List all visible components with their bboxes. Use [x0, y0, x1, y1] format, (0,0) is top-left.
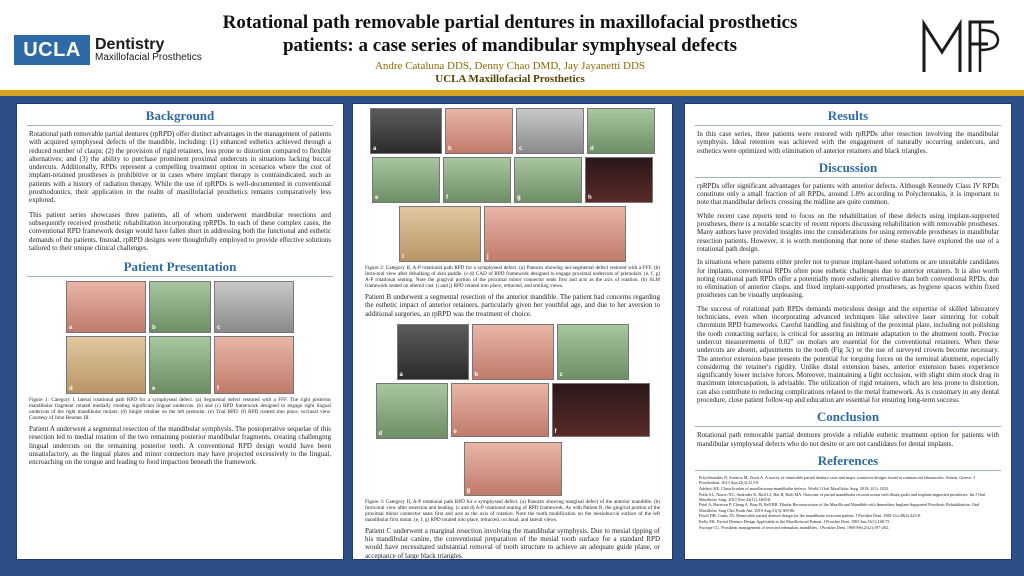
results-text: In this case series, three patients were restored with rpRPDs after resection involving the mandibular symphysis. Ideal retention was achieved with the engagement of naturally occurring undercuts, and esthetics were optimized with elimination of anterior retainers and black triangles.: [697, 130, 999, 155]
fig2-photo-c: c: [516, 108, 584, 154]
results-heading: Results: [827, 108, 869, 123]
conclusion-text: Rotational path removable partial dentures provide a reliable esthetic treatment option for patients with mandibular symphyseal defects who do not desire or are not candidates for dental implants.: [697, 431, 999, 448]
background-para-1: Rotational path removable partial dentures (rpRPD) offer distinct advantages in the management of patients with acquired symphyseal defects of the mandible, including: (1) enhanced esthetics achieved through a reduced number of clasps; (2) the provision of rigid retainers, less prone to distortion compared to flexible alternatives; and (3) the ability to purchase prominent proximal undercuts in situations lacking buccal undercuts. Additionally, RPDs represent a compelling treatment option in scenarios where the cost of implant-retained prostheses is prohibitive or in cases where implant therapy is contraindicated, such as patients with a history of radiation therapy. While the use of rpRPDs is well-documented in conventional prosthodontics, their application in the realm of maxillofacial prosthetics remains comparatively less explored.: [29, 130, 331, 205]
fig1-photo-b: b: [149, 281, 211, 333]
discussion-para-1: rpRPDs offer significant advantages for patients with anterior defects. Although Kennedy Class IV RPDs constitute only a small fraction of all RPDs, around 1.8% according to Polychronakis, it is important to note that mandibular defects crossing the midline are quite common.: [697, 181, 999, 207]
logo-dentistry: Dentistry: [95, 36, 165, 53]
divider: [695, 125, 1001, 126]
figure-1-caption: Figure 1: Category I, lateral rotational path RPD for a symphyseal defect. (a) Segmental defect restored with a FFF. The right posterior mandibular fragment rotated medially creating significant lingual undercuts. (b) and (c) RPD framework designed to engage right lingual undercuts of the right mandibular molars. (d) Single retainer on the left premolar. (e) Trial RPD. (f) RPD rotated into place, occlusal view. Courtesy of John Beumer III.: [29, 397, 331, 422]
fig3-photo-d: d: [376, 383, 448, 439]
reference-item: Adebiyi KE. Classification of maxillectomy/mandibular defects. World J Oral Maxillofac Surg. 2019; 2(1): 1032.: [699, 485, 890, 491]
background-para-2: This patient series showcases three patients, all of whom underwent mandibular resections and subsequently received prosthetic rehabilitation incorporating rpRPDs. In each of these complex cases, the conventional RPD framework design would have fallen short in addressing both the functional and esthetic demands of the patients. Instead, rpRPD designs were thoughtfully employed to provide effective solutions tailored to their unique clinical challenges.: [29, 210, 331, 252]
fig2-photo-f: f: [443, 157, 511, 203]
figure-3: [363, 324, 662, 496]
middle-column: [352, 103, 673, 560]
fig1-photo-a: a: [66, 281, 146, 333]
fig3-photo-a: a: [397, 324, 469, 380]
logo-subtitle: Maxillofacial Prosthetics: [95, 52, 202, 63]
patient-presentation-heading: Patient Presentation: [123, 259, 237, 275]
reference-item: Finch DH, Curtis TA. Removable partial denture design for the mandibular resection patient. J Prosthet Dent. 1982 Oct;48(4):443-8.: [699, 513, 921, 519]
fig3-photo-f: f: [552, 383, 650, 437]
fig2-photo-e: e: [372, 157, 440, 203]
fig1-photo-d: d: [66, 336, 146, 394]
mfp-monogram-logo: [920, 12, 1000, 78]
references-list: [699, 475, 997, 530]
poster-title: [220, 11, 800, 57]
discussion-para-2: While recent case reports tend to focus on the rehabilitation of these defects using implant-supported prostheses, there is a notable scarcity of recent reports discussing rehabilitation with removable prostheses. Many authors have provided insights into the considerations for using removable prostheses in mandibular resection patients. However, it is worth mentioning that none of these studies have explored the use of a rotational path design.: [697, 211, 999, 253]
reference-item: Kelly EK. Partial Denture Design Applicable to the Maxillofacial Patient. J Prosthet Dent. 1965 Jan;15(1):168-73.: [699, 519, 891, 525]
affiliation: UCLA Maxillofacial Prosthetics: [435, 73, 585, 85]
fig1-photo-e: e: [149, 336, 211, 394]
divider: [27, 276, 333, 277]
discussion-heading: Discussion: [818, 159, 878, 175]
authors: Andre Cataluna DDS, Denny Chao DMD, Jay Jayanetti DDS: [374, 60, 646, 72]
patient-a-text: Patient A underwent a segmental resection of the mandibular symphysis. The postoperative sequelae of this resection led to medial rotation of the two remaining posterior mandibular fragments, creating challenging lingual undercuts on the remaining posterior teeth. A conventional RPD design would have been unsatisfactory, as the lingual plates and minor connectors may have projected excessively to the lingual, encroaching on the tongue and leading to food impaction beneath the framework.: [29, 425, 331, 467]
fig1-photo-c: c: [214, 281, 294, 333]
title-line-2: patients: a case series of mandibular symphyseal defects: [282, 35, 738, 56]
fig2-photo-b: b: [445, 108, 513, 154]
left-column: [16, 103, 344, 560]
divider: [695, 470, 1001, 471]
divider: [27, 125, 333, 126]
fig2-photo-j: j: [484, 206, 626, 262]
reference-item: Swoope CC. Prosthetic management of resected edentulous mandibles. J Prosthet Dent. 1969 Feb;21(2):197-202.: [699, 524, 890, 530]
fig3-photo-c: c: [557, 324, 629, 380]
discussion-para-3: In situations where patients either prefer not to pursue implant-based solutions or are unsuitable candidates for implants, conventional RPDs often pose esthetic challenges due to anterior retainers. It is also worth noting rotational path RPDs offer a potentially more esthetic alternative than both conventional RPDs, due to elimination of anterior clasps, and fixed implant-supported prostheses, as hygiene spaces within fixed prostheses can be visually unpleasing.: [697, 258, 999, 300]
fig2-photo-a: a: [370, 108, 442, 154]
discussion-para-4: The success of rotational path RPDs demands meticulous design and the expertise of skilled laboratory technicians, even when incorporating advanced techniques like selective laser sintering for cobalt chromium RPD frameworks. Careful handling and finishing of the proximal plate, including not polishing the tooth contacting surface, is critical for assuring an intimate adaptation to the abutment tooth. Precise undercut measurements of 0.02" on molars are essential for the conventional retainers. When these undercuts are absent, adjustments to the tooth (Fig 3c) or the use of surveyed crowns become necessary. The anterior extension base presents the potential for torquing forces on the terminal abutment, especially considering the retainer's rigidity. Unlike distal extension bases, anterior extension bases experience significantly lower incisive forces. Moreover, maintaining a light occlusion, with slight shim stock drag in maximum intercuspation, is advisable. The utilization of rigid retainers, which are less prone to distortion, can also contribute to reducing complications related to the metal framework. As is customary in any dental procedure, close patient follow-up and education are essential for ensuring long-term success.: [697, 304, 999, 405]
divider: [695, 426, 1001, 427]
figure-1: [27, 281, 333, 394]
poster-header: [0, 0, 1024, 96]
authors-block: [220, 60, 800, 86]
reference-item: Patel A, Harrison P, Cheng A, Bray B, Bell RB. Fibular Reconstruction of the Maxilla and Mandible with Immediate Implant-Supported Prosthetic Rehabilitation. Oral Maxillofac Surg Clin North Am. 2019 Aug;31(3):369-86.: [699, 502, 980, 513]
fig3-photo-g: g: [464, 442, 562, 496]
figure-2-caption: Figure 2: Category II, A-P rotational path RPD for a symphyseal defect. (a) Panorex showing uni-segmental defect restored with a FFF. (b) Intra-oral view after debulking of skin paddle. (c-d) CAD of RPD framework designed to engage proximal undercuts of premolars. (e, f, g) A-P rotational seating. Note the gingival portion of the proximal minor connector seats first and acts as the axis of rotation. (h) SLM framework seated on altered cast. (i and j) RPD rotated into place, retracted, and smiling views.: [365, 265, 660, 289]
figure-3-caption: Figure 3: Category II, A-P rotational path RPD for a symphyseal defect. (a) Panorex showing marginal defect of the anterior mandible. (b) Intra-oral view after resection and healing. (c and d) A-P rotational seating of RPD framework. As with Patient B, the gingival portion of the proximal minor connector seats first and acts as the axis of rotation. Note the tooth modification on the mesiobuccal surface of the left mandibular first molar. (e, f, g) RPD rotated into place, retracted, occlusal, and lateral views.: [365, 498, 660, 523]
figure-2: [363, 108, 662, 262]
fig1-photo-f: f: [214, 336, 294, 394]
ucla-dentistry-logo: [14, 35, 224, 65]
references-heading: References: [817, 452, 879, 468]
title-line-1: Rotational path removable partial dentures in maxillofacial prosthetics: [222, 12, 798, 33]
reference-item: Pulla AL, Nouvo NC, Andrades K, Buff LJ, Boi B, Roth MA. Outcome of partial mandibular reconstruction with fibula grafts and implant-supported prostheses. Int J Oral Maxillofac Surg. 2013 Nov;42(11):1465-8.: [699, 491, 986, 502]
background-heading: Background: [145, 108, 215, 123]
right-column: [684, 103, 1012, 560]
conclusion-heading: Conclusion: [816, 409, 880, 425]
fig2-photo-g: g: [514, 157, 582, 203]
reference-item: Polychronakis N, Sotiriou M, Zissis A. A survey of removable partial denture casts and major connector designs found in commercial laboratories. Athens, Greece. J Prosthodont. 2013 Apr;22(3):213-9.: [699, 474, 975, 486]
fig2-photo-h: h: [585, 157, 653, 203]
fig2-photo-d: d: [587, 108, 655, 154]
fig3-photo-b: b: [472, 324, 554, 380]
fig2-photo-i: i: [399, 206, 481, 262]
ucla-logo-box: UCLA: [14, 35, 90, 65]
fig3-photo-e: e: [451, 383, 549, 437]
patient-b-text: Patient B underwent a segmental resection of the anterior mandible. The patient had concerns regarding the esthetic impact of anterior retainers, particularly given her youthful age, and due to her aversion to additional surgeries, an rpRPD was the treatment of choice.: [365, 293, 660, 318]
divider: [695, 177, 1001, 178]
patient-c-text: Patient C underwent a marginal resection involving the mandibular symphysis. Due to mesial tipping of his mandibular canine, the conventional preparation of the mesial tooth surface for a standard RPD would have necessitated substantial removal of tooth structure to achieve an adequate guide plane, or acceptance of large black triangles.: [365, 526, 660, 560]
